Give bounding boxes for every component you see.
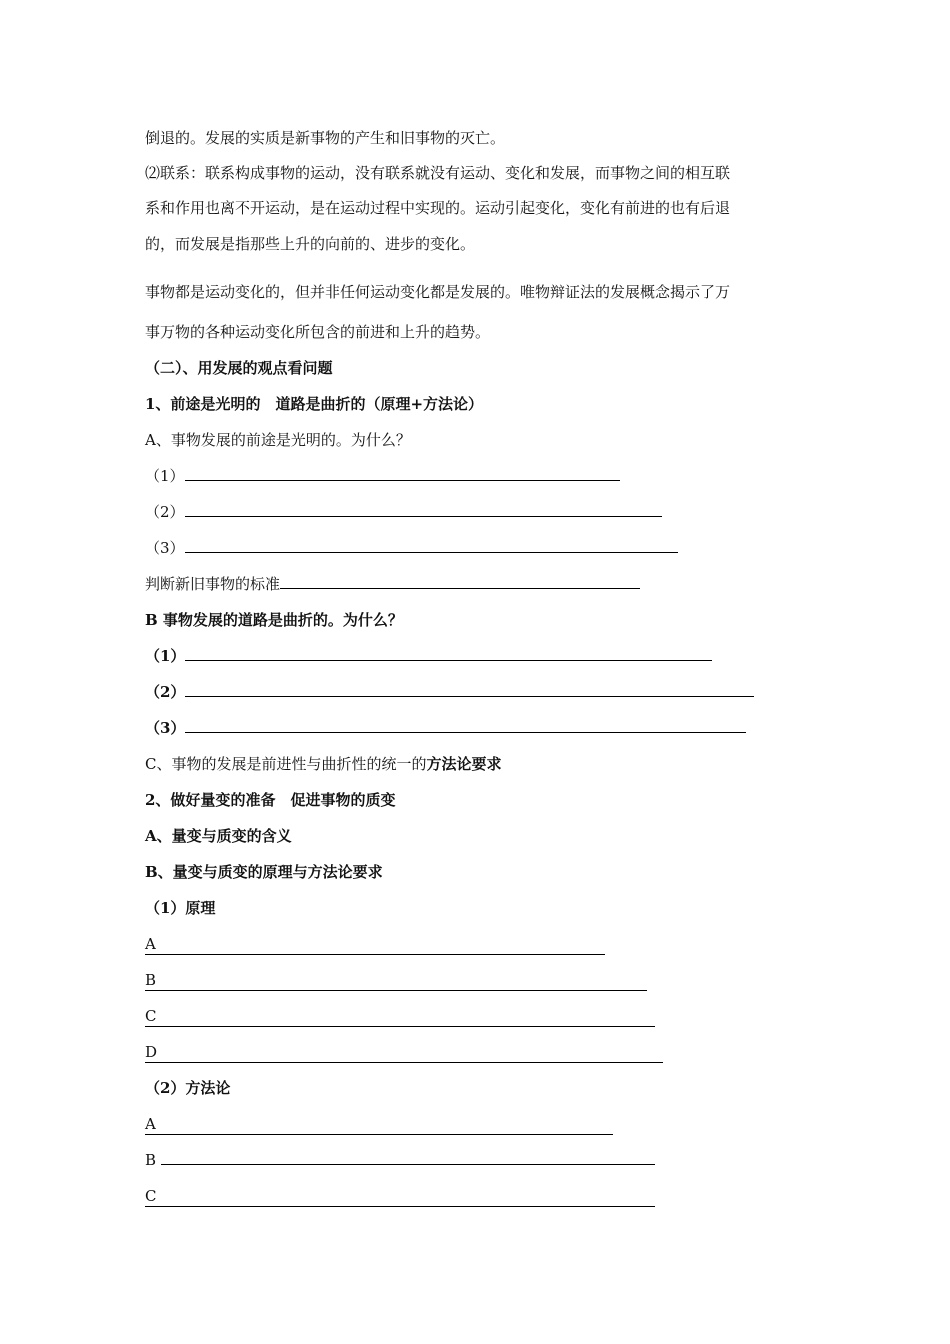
- method-c-blank[interactable]: C: [145, 1186, 655, 1207]
- answer-b-3-label: （3）: [145, 719, 186, 737]
- principle-b: [145, 970, 647, 991]
- intro-paragraph-3-line-1: 事物都是运动变化的，但并非任何运动变化都是发展的。唯物辩证法的发展概念揭示了万: [145, 283, 731, 301]
- principle-c: [145, 1006, 655, 1027]
- question-b: B 事物发展的道路是曲折的。为什么？: [145, 611, 403, 629]
- answer-b-1-blank[interactable]: [185, 646, 712, 661]
- topic-2-title: 2、做好量变的准备 促进事物的质变: [145, 791, 396, 809]
- question-a: A、事物发展的前途是光明的。为什么？: [145, 431, 411, 449]
- principle-b-blank[interactable]: B: [145, 970, 647, 991]
- answer-a-2-blank[interactable]: [185, 502, 662, 517]
- criterion-label: 判断新旧事物的标准: [145, 575, 281, 593]
- principle-d: [145, 1042, 663, 1063]
- section-heading: （二）、用发展的观点看问题: [145, 359, 333, 377]
- criterion-line: [145, 574, 640, 594]
- answer-a-3-label: （3）: [145, 539, 185, 557]
- method-b: [145, 1150, 655, 1170]
- principle-a-blank[interactable]: A: [145, 934, 605, 955]
- intro-paragraph-2-line-1: ⑵联系：联系构成事物的运动，没有联系就没有运动、变化和发展，而事物之间的相互联: [145, 164, 731, 182]
- method-heading: （2）方法论: [145, 1079, 231, 1097]
- topic-1-title: 1、前途是光明的 道路是曲折的（原理+方法论）: [145, 395, 484, 413]
- statement-c: [145, 754, 502, 774]
- topic-2-b: B、量变与质变的原理与方法论要求: [145, 863, 383, 881]
- principle-d-blank[interactable]: D: [145, 1042, 663, 1063]
- answer-a-2: [145, 502, 662, 522]
- method-c: [145, 1186, 655, 1207]
- answer-b-2-label: （2）: [145, 683, 186, 701]
- answer-a-1-blank[interactable]: [185, 466, 620, 481]
- criterion-blank[interactable]: [280, 574, 640, 589]
- statement-c-bold: 方法论要求: [426, 755, 502, 773]
- method-a-blank[interactable]: A: [145, 1114, 613, 1135]
- intro-paragraph-2-line-3: 的，而发展是指那些上升的向前的、进步的变化。: [145, 235, 476, 253]
- answer-b-3-blank[interactable]: [185, 718, 746, 733]
- method-a: [145, 1114, 613, 1135]
- answer-a-3: [145, 538, 678, 558]
- answer-a-1: [145, 466, 620, 486]
- intro-paragraph-3-line-2: 事万物的各种运动变化所包含的前进和上升的趋势。: [145, 323, 491, 341]
- answer-a-1-label: （1）: [145, 467, 185, 485]
- answer-a-3-blank[interactable]: [185, 538, 678, 553]
- answer-b-3: [145, 718, 746, 738]
- answer-b-2: [145, 682, 754, 702]
- topic-2-a: A、量变与质变的含义: [145, 827, 292, 845]
- statement-c-text: C、事物的发展是前进性与曲折性的统一的: [145, 755, 427, 773]
- intro-paragraph-2-line-2: 系和作用也离不开运动，是在运动过程中实现的。运动引起变化，变化有前进的也有后退: [145, 199, 731, 217]
- method-b-blank[interactable]: [161, 1150, 655, 1165]
- answer-b-1: [145, 646, 712, 666]
- principle-a: [145, 934, 605, 955]
- intro-line-1: 倒退的。发展的实质是新事物的产生和旧事物的灭亡。: [145, 129, 506, 147]
- method-b-label: B: [145, 1151, 161, 1169]
- answer-a-2-label: （2）: [145, 503, 185, 521]
- answer-b-2-blank[interactable]: [185, 682, 754, 697]
- answer-b-1-label: （1）: [145, 647, 186, 665]
- principle-c-blank[interactable]: C: [145, 1006, 655, 1027]
- principle-heading: （1）原理: [145, 899, 216, 917]
